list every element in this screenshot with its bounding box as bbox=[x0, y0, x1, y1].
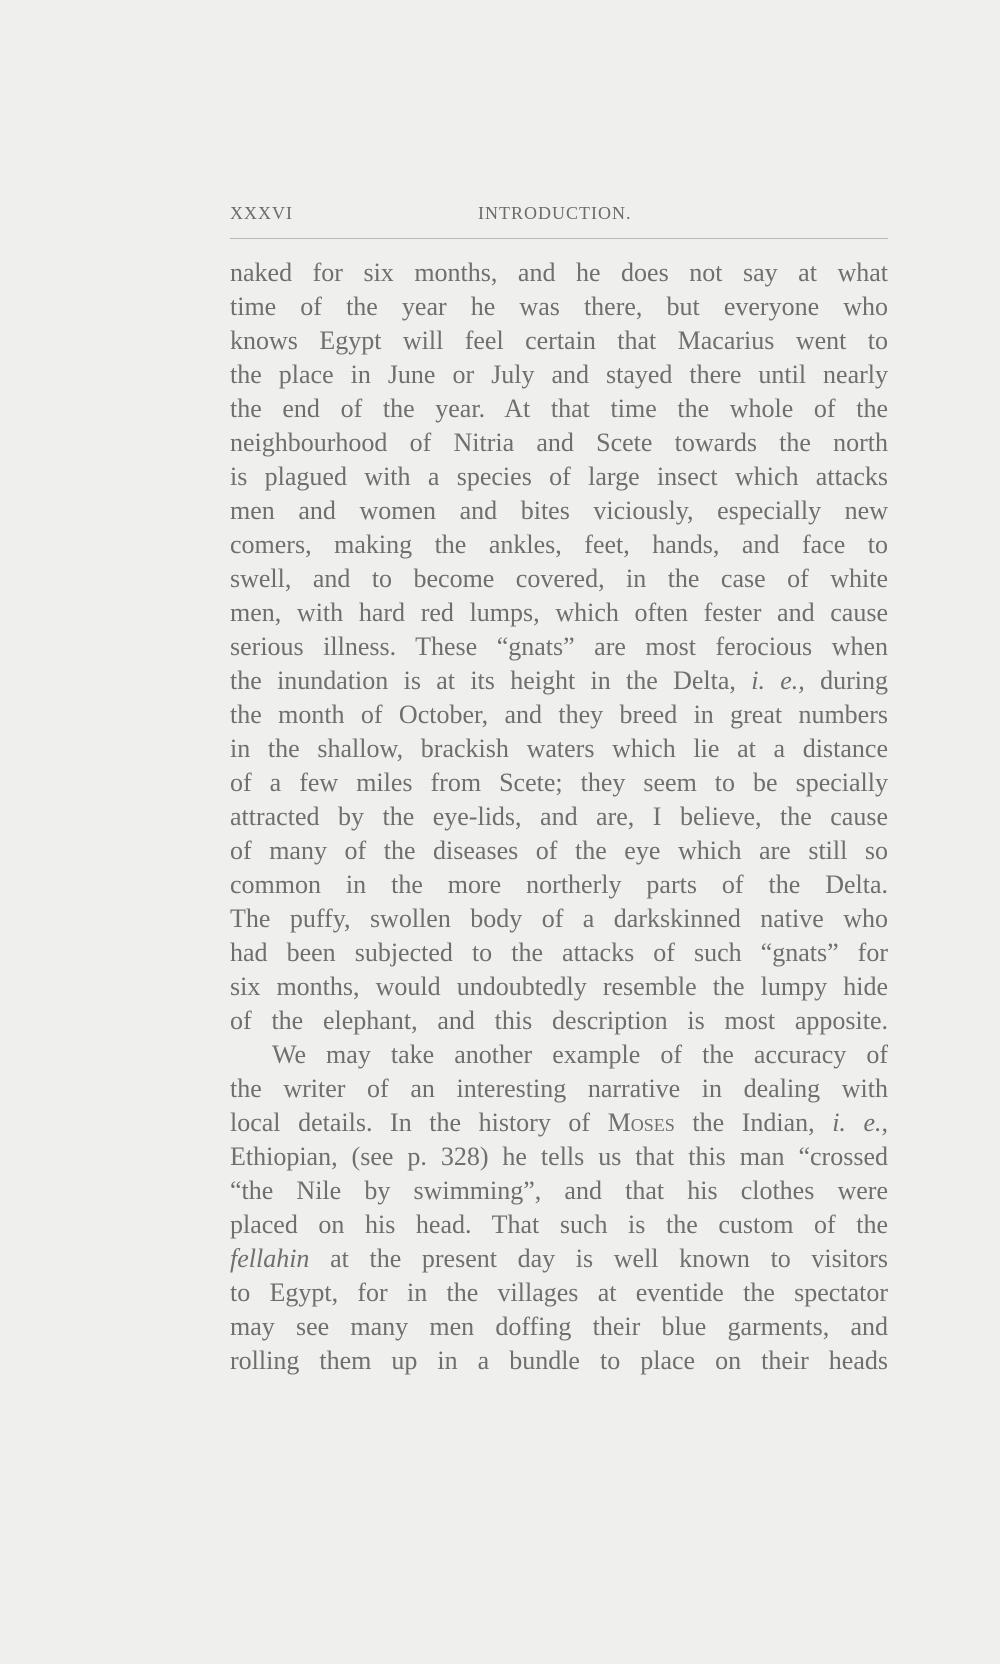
text-line: the end of the year. At that time the whole of the bbox=[230, 394, 888, 423]
text-line: is plagued with a species of large insect which attacks bbox=[230, 462, 888, 491]
italic-word: fellahin bbox=[230, 1244, 310, 1273]
text-line: comers, making the ankles, feet, hands, and face to bbox=[230, 530, 888, 559]
italic-abbrev: i. e., bbox=[832, 1108, 889, 1137]
text-line bbox=[230, 664, 888, 698]
text-line: of many of the diseases of the eye which are still so bbox=[230, 836, 888, 865]
text-line bbox=[230, 1242, 888, 1276]
text-line bbox=[230, 1106, 888, 1140]
text-line: knows Egypt will feel certain that Macarius went to bbox=[230, 326, 888, 355]
running-head bbox=[230, 203, 888, 233]
text-line: the month of October, and they breed in great numbers bbox=[230, 700, 888, 729]
text-line: in the shallow, brackish waters which lie at a distance bbox=[230, 734, 888, 763]
text-line: of the elephant, and this description is most apposite. bbox=[230, 1006, 888, 1035]
text-line: The puffy, swollen body of a darkskinned native who bbox=[230, 904, 888, 933]
text-line: the writer of an interesting narrative in dealing with bbox=[230, 1074, 888, 1103]
text-line: common in the more northerly parts of the Delta. bbox=[230, 870, 888, 899]
italic-abbrev: i. e., bbox=[751, 666, 805, 695]
text-line: had been subjected to the attacks of such “gnats” for bbox=[230, 938, 888, 967]
text-line: the place in June or July and stayed there until nearly bbox=[230, 360, 888, 389]
paragraph-start-line: We may take another example of the accuracy of bbox=[272, 1040, 888, 1069]
text-line: Ethiopian, (see p. 328) he tells us that this man “crossed bbox=[230, 1142, 888, 1171]
running-title: INTRODUCTION. bbox=[478, 203, 632, 223]
text-line: of a few miles from Scete; they seem to be specially bbox=[230, 768, 888, 797]
text-line: men, with hard red lumps, which often fester and cause bbox=[230, 598, 888, 627]
text-line: attracted by the eye-lids, and are, I believe, the cause bbox=[230, 802, 888, 831]
header-rule bbox=[230, 238, 888, 239]
text-line: six months, would undoubtedly resemble the lumpy hide bbox=[230, 972, 888, 1001]
text-line: naked for six months, and he does not say at what bbox=[230, 258, 888, 287]
text-line: neighbourhood of Nitria and Scete towards the north bbox=[230, 428, 888, 457]
text-segment: the inundation is at its height in the Delta, bbox=[230, 666, 736, 695]
body-text bbox=[230, 256, 888, 1378]
text-segment: the Indian, bbox=[692, 1108, 815, 1137]
text-segment: at the present day is well known to visitors bbox=[330, 1244, 888, 1273]
text-line: to Egypt, for in the villages at eventide the spectator bbox=[230, 1278, 888, 1307]
text-line: may see many men doffing their blue garments, and bbox=[230, 1312, 888, 1341]
text-line: placed on his head. That such is the custom of the bbox=[230, 1210, 888, 1239]
text-line: “the Nile by swimming”, and that his clothes were bbox=[230, 1176, 888, 1205]
text-segment: local details. In the history of bbox=[230, 1108, 591, 1137]
text-line: swell, and to become covered, in the case of white bbox=[230, 564, 888, 593]
page-number: XXXVI bbox=[230, 203, 293, 223]
small-caps-name: Moses bbox=[607, 1108, 675, 1137]
text-line: time of the year he was there, but everyone who bbox=[230, 292, 888, 321]
text-line: rolling them up in a bundle to place on their heads bbox=[230, 1346, 888, 1375]
text-line: men and women and bites viciously, especially new bbox=[230, 496, 888, 525]
text-segment: during bbox=[820, 666, 888, 695]
text-line: serious illness. These “gnats” are most ferocious when bbox=[230, 632, 888, 661]
